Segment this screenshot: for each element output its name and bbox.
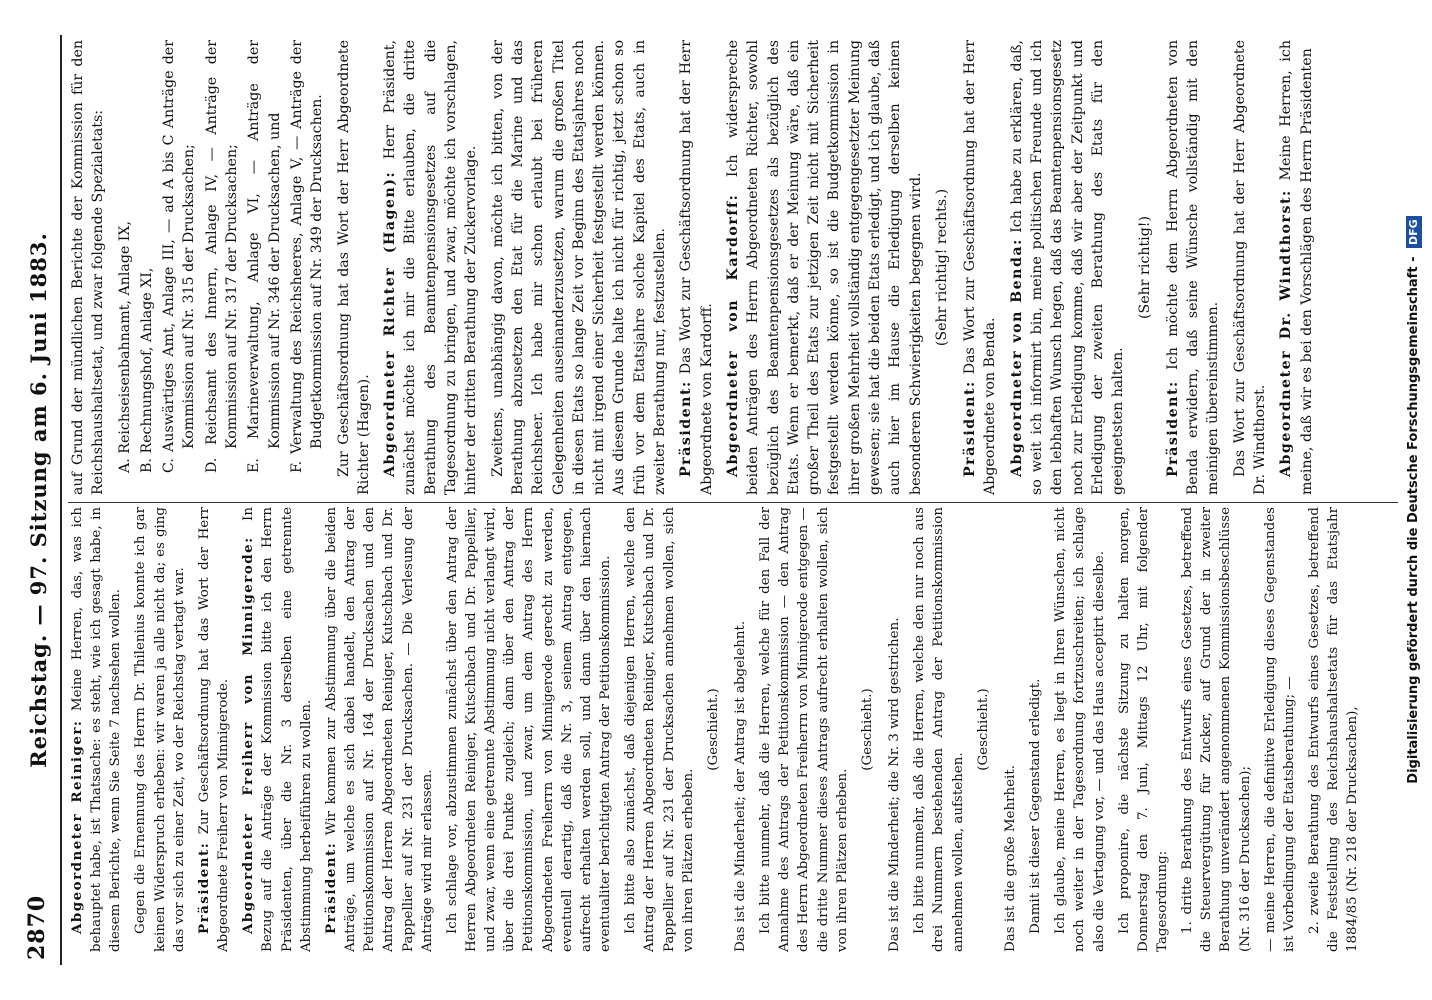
protocol-note: (Geschieht.) [975,688,991,771]
paragraph [443,507,615,952]
paragraph [1051,507,1108,952]
paragraph [1276,40,1317,495]
paragraph-text: Das ist die Minderheit; der Antrag ist abgelehnt. [733,620,748,952]
paragraph-text: Zweitens, unabhängig davon, möchte ich bitten, von der Berathung abzusetzen den Etat für die Marine und das Reichsheer. Ich habe mir schon erlaubt bei früheren Gelegenheiten auseinanderzusetzen, warum die großen Titel in diesen Etats so lange Zeit vor Beginn des Etatsjahres noch nicht mit irgend einer Sicherheit festgestellt werden können. Aus diesem Grunde halte ich nicht für richtig, jetzt schon so früh vor dem Etatsjahre solche Kapitel des Etats, auch in zweiter Berathung nur, festzustellen. [489,40,669,495]
paragraph [239,507,316,952]
paragraph [488,40,671,495]
paragraph-text: Ich glaube, meine Herren, es liegt in Ihren Wünschen, nicht noch weiter in der Tagesordnung fortzuschreiten; ich schlage also die Vertagung vor, — und das Haus acceptirt dieselbe. [1053,507,1107,952]
agenda-sub-item: A. Reichseisenbahnamt, Anlage IX, [116,220,133,473]
protocol-note: (Sehr richtig! rechts.) [933,188,950,347]
paragraph [621,507,698,952]
agenda-sub-item: E. Marineverwaltung, Anlage VI, — Anträge der Kommission auf Nr. 346 der Drucksachen, und [246,40,283,473]
paragraph-text: Herr Präsident, zunächst möchte ich mir die Bitte erlauben, die dritte Berathung des Beamtenpensionsgesetzes auf die Tagesordnung zu bringen, und zwar, möchte ich vorschlagen, hinter der dritten Berathung der Zuckervorlage. [382,39,480,495]
dfg-logo: DFG [1406,216,1422,248]
paragraph-text: Damit ist dieser Gegenstand erledigt. [1028,678,1044,934]
paragraph-text: auf Grund der mündlichen Berichte der Kommission für den Reichshaushaltsetat, und zwar folgende Spezialetats: [70,40,107,495]
paragraph [1305,507,1362,952]
speaker-name: Abgeordneter Richter (Hagen): [382,170,399,477]
agenda-sub-item: D. Reichsamt des Innern, Anlage IV, — Anträge der Kommission auf Nr. 317 der Drucksachen; [203,40,241,473]
speaker-name: Abgeordneter Freiherr von Minnigerode: [240,536,257,934]
speaker-name: Abgeordneter von Benda: [1008,238,1025,477]
paragraph [723,40,926,495]
paragraph [1163,40,1224,495]
header-rule [60,35,62,965]
paragraph-text: Das Wort zur Geschäftsordnung hat der Herr Abgeordnete von Kardorff. [678,40,715,495]
paragraph [195,507,233,952]
speaker-name: Präsident: [322,841,339,934]
paragraph [1115,507,1172,952]
paragraph [910,507,967,952]
paragraph [1230,40,1271,495]
paragraph [960,40,1001,495]
speaker-name: Präsident: [678,380,695,477]
paragraph-text: Das ist die Minderheit; die Nr. 3 wird gestrichen. [887,617,903,952]
paragraph [1026,507,1045,952]
running-head: Reichstag. — 97. Sitzung am 6. Juni 1883. [26,232,51,768]
paragraph [731,507,750,952]
protocol-note: (Sehr richtig!) [1136,215,1153,320]
paragraph-text: Ich bitte nunmehr, daß die Herren, welche für den Fall der Annahme des Antrags der Petitionskommission — den Antrag des Herrn Abgeordneten Freiherrn von Minnigerode entgegen — die dritte Nummer dieses Antrags aufrecht erhalten wollen, sich von ihren Plätzen erheben. [758,507,850,952]
protocol-note: (Geschieht.) [705,688,721,771]
paragraph-text: Ich widerspreche beiden Anträgen des Herrn Abgeordneten Richter, sowohl bezüglich des Beamtenpensionsgesetzes als bezüglich des Etats. Wenn er bemerkt, daß er der Meinung wäre, daß ein großer Theil des Etats zur jetzigen Zeit nicht mit Sicherheit festgestellt werden könne, so ist die Budgetkommission in ihrer großen Mehrheit vollständig entgegengesetzter Meinung gewesen; sie hat die beiden Etats erledigt, und ich glaube, daß auch hier im Hause die Erledigung derselben keinen besonderen Schwierigkeiten begegnen wird. [724,40,924,495]
digitization-credit [1396,0,1432,1000]
paragraph-text: Wir kommen zur Abstimmung über die beiden Anträge, um welche es sich dabei handelt, den Antrag der Petitionskommission auf Nr. 164 der Drucksachen und den Antrag der Herren Abgeordneten Reiniger, Kutschbach und Dr. Pappellier auf Nr. 231 der Drucksachen. — Die Verlesung der Anträge wird mir erlassen. [323,507,435,952]
agenda-sub-item: C. Auswärtiges Amt, Anlage III, — ad A bis C Anträge der Kommission auf Nr. 315 der Drucksachen; [161,40,198,473]
speaker-name: Präsident: [962,380,979,477]
paragraph [1007,40,1129,495]
digitization-credit-text: Digitalisierung gefördert durch die Deutsche Forschungsgemeinschaft - [1406,256,1421,784]
paragraph-text: Das ist die große Mehrheit. [1002,765,1018,952]
paragraph-text: 1. dritte Berathung des Entwurfs eines Gesetzes, betreffend die Steuervergütung für Zucker, auf Grund der in zweiter Berathung unverändert angenommenen Kommissionsbeschlüsse (Nr. 316 der Drucksachen); [1180,507,1253,952]
paragraph-text: — meine Herren, die definitive Erledigung dieses Gegenstandes ist Vorbedingung der Etatsberathung; — [1262,507,1297,952]
right-column [68,40,1323,495]
speaker-name: Abgeordneter Dr. Windthorst: [1278,189,1295,477]
agenda-sub-list [115,40,328,495]
paragraph-text: Ich habe zu erklären, daß, so weit ich informirt bin, meine politischen Freunde und ich den lebhaften Wunsch hegen, daß das Beamtenpensionsgesetz noch zur Erledigung komme, daß wir aber der Zeitpunkt und Erledigung der zweiten Berathung des Etats für den geeignetsten halten. [1008,40,1127,495]
agenda-sub-item: F. Verwaltung des Reichsheeres, Anlage V, — Anträge der Budgetkommission auf Nr. 349 der Drucksachen. [288,40,326,473]
paragraph-text: In Bezug auf die Anträge der Kommission bitte ich den Herrn Präsidenten, über die Nr. 3 derselben eine getrennte Abstimmung herbeiführen zu wollen. [241,507,314,952]
paragraph-text: Das Wort zur Geschäftsordnung hat der Herr Abgeordnete von Benda. [962,40,999,495]
paragraph [380,40,481,495]
paragraph [676,40,717,495]
paragraph [131,507,188,952]
paragraph [68,507,125,952]
speaker-name: Abgeordneter von Kardorff: [724,193,741,477]
paragraph-text: Ich bitte nunmehr, daß die Herren, welche den nur noch aus drei Nummern bestehenden Antrag der Petitionskommission annehmen wollen, aufstehen. [912,507,966,952]
paragraph-text: Meine Herren, das, was ich behauptet habe, ist Thatsache: es steht, wie ich gesagt habe, in diesem Berichte, wenn Sie Seite 7 nachsehen wollen. [70,507,124,952]
speaker-name: Präsident: [195,841,212,934]
paragraph-text: Ich proponire, die nächste Sitzung zu halten morgen, Donnerstag den 7. Juni, Mittags 12 Uhr, mit folgender Tagesordnung: [1116,507,1170,952]
paragraph [1178,507,1255,952]
paragraph-text: Ich schlage vor, abzustimmen zunächst über den Antrag der Herren Abgeordneten Reiniger, Kutschbach und Dr. Pappellier, und zwar, wenn eine getrennte Abstimmung nicht verlangt wird, über die drei Punkte zugleich; dann über den Antrag der Petitionskommission, und zwar, um dem Antrag des Herrn Abgeordneten Freiherrn von Minnigerode gerecht zu werden, eventuell derartig, daß die Nr. 3, seinem Antrag entgegen, aufrecht erhalten werden soll, und dann über den hiernach eventualiter berichtigten Antrag der Petitionskommission. [444,507,614,952]
speaker-name: Abgeordneter Reiniger: [69,719,85,934]
paragraph [756,507,852,952]
paragraph [885,507,904,952]
paragraph-text: Ich bitte also zunächst, daß diejenigen Herren, welche den Antrag der Herren Abgeordneten Reiniger, Kutschbach und Dr. Pappellier auf Nr. 231 der Drucksachen annehmen wollen, sich von ihren Plätzen erheben. [623,507,696,952]
paragraph-text: 2. zweite Berathung des Entwurfs eines Gesetzes, betreffend die Feststellung des Reichshaushaltsetats für das Etatsjahr 1884/85 (Nr. 218 der Drucksachen), [1307,507,1361,952]
protocol-note: (Geschieht.) [859,688,875,771]
paragraph-text: Ich möchte dem Herrn Abgeordneten von Benda erwidern, daß seine Wünsche vollständig mit den meinigen übereinstimmen. [1164,40,1222,495]
paragraph-text: Gegen die Ernennung des Herrn Dr. Thilenius konnte ich gar keinen Widerspruch erheben: wir waren ja alle nicht da; es ging das vor sich zu einer Zeit, wo der Reichstag vertagt war. [133,507,187,952]
column-divider [68,502,1398,503]
paragraph [334,40,375,495]
paragraph [68,40,109,495]
paragraph-text: Zur Geschäftsordnung hat das Wort der Herr Abgeordnete Freiherr von Minnigerode. [196,507,232,952]
paragraph-text: Meine Herren, ich meine, daß wir es bei den Vorschlägen des Herrn Präsidenten [1278,40,1315,495]
paragraph [1001,507,1020,952]
agenda-sub-item: B. Rechnungshof, Anlage XI, [138,267,155,473]
left-column [68,507,1369,952]
paragraph-text: Zur Geschäftsordnung hat das Wort der Herr Abgeordnete Richter (Hagen). [335,40,372,495]
page-number: 2870 [24,894,50,960]
paragraph-text: Das Wort zur Geschäftsordnung hat der Herr Abgeordnete Dr. Windthorst. [1231,40,1269,495]
paragraph [322,507,437,952]
speaker-name: Präsident: [1164,380,1181,477]
paragraph [1261,507,1299,952]
